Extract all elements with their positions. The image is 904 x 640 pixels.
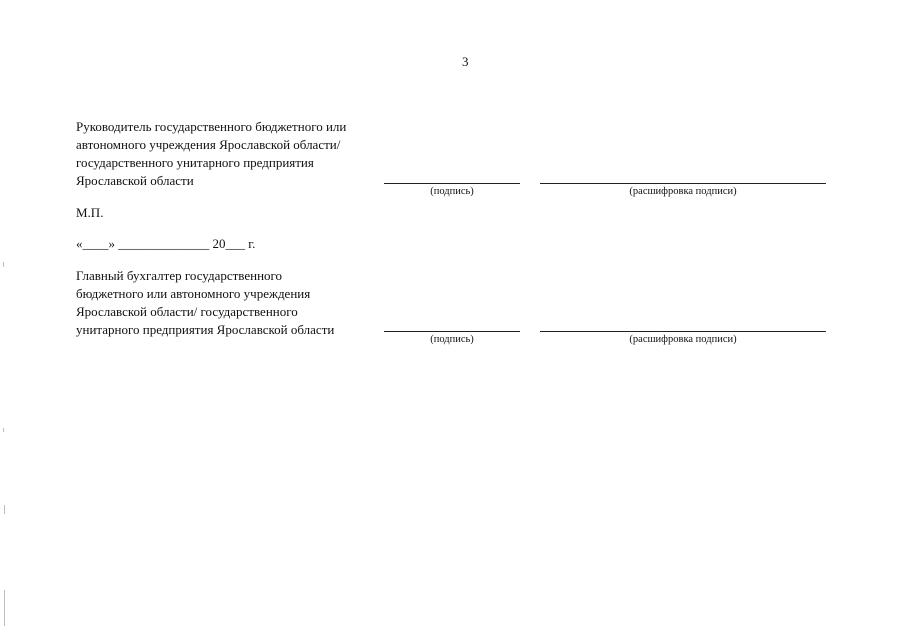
accountant-signature-caption: (подпись) [430, 334, 474, 345]
scan-artifact [4, 590, 5, 626]
director-title: Руководитель государственного бюджетного или автономного учреждения Ярославской области/ государственного унитарного предприятия Ярославской области [76, 119, 347, 188]
director-signature-line [384, 183, 520, 184]
accountant-decryption-line [540, 331, 826, 332]
date-line: «____» ______________ 20___ г. [76, 236, 256, 251]
accountant-title: Главный бухгалтер государственного бюджетного или автономного учреждения Ярославской области/ государственного унитарного предприятия Ярославской области [76, 268, 335, 337]
stamp-label: М.П. [76, 205, 104, 220]
director-decryption-caption: (расшифровка подписи) [629, 186, 737, 197]
director-decryption-line [540, 183, 826, 184]
accountant-signature-line [384, 331, 520, 332]
accountant-decryption-caption: (расшифровка подписи) [629, 334, 737, 345]
scan-artifact [4, 505, 5, 514]
scan-artifact [3, 262, 4, 267]
page-number: 3 [462, 54, 469, 69]
scan-artifact [3, 428, 4, 432]
director-signature-caption: (подпись) [430, 186, 474, 197]
